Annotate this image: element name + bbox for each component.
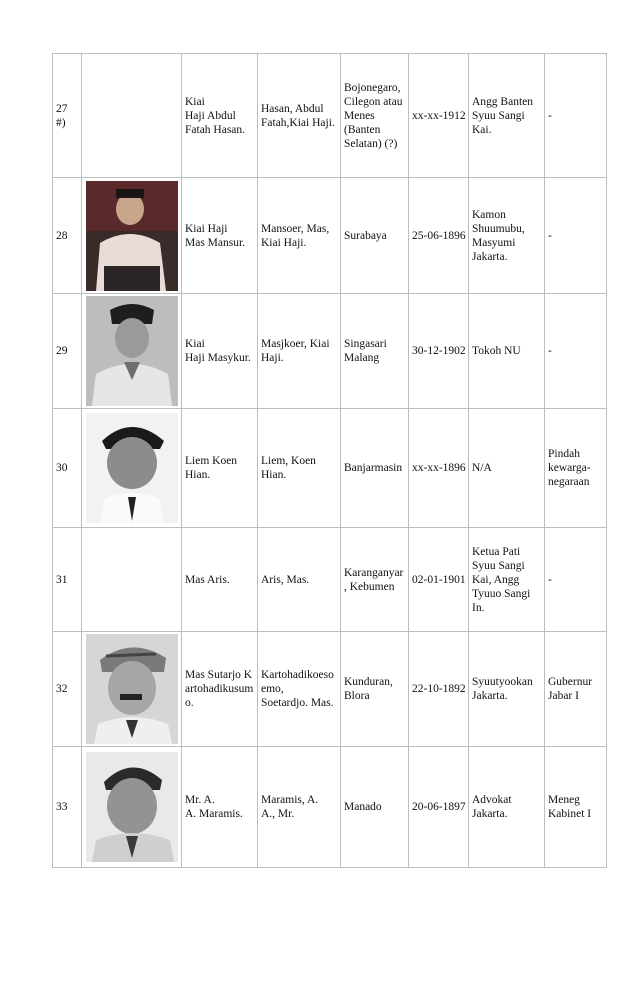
position-cell: Tokoh NU xyxy=(469,294,545,409)
table-row xyxy=(53,409,607,528)
photo-cell-empty xyxy=(82,528,182,632)
photo-cell xyxy=(82,294,182,409)
row-number: 31 xyxy=(53,528,82,632)
birthdate-cell: 30-12-1902 xyxy=(409,294,469,409)
row-number: 27 #) xyxy=(53,54,82,178)
name-cell: Mas Aris. xyxy=(182,528,258,632)
note-cell: - xyxy=(545,528,607,632)
note-cell: - xyxy=(545,54,607,178)
birthdate-cell: 02-01-1901 xyxy=(409,528,469,632)
position-cell: N/A xyxy=(469,409,545,528)
name-cell: Mr. A. A. Maramis. xyxy=(182,747,258,868)
index-name-cell: Kartohadikoeso emo, Soetardjo. Mas. xyxy=(258,632,341,747)
name-cell: Kiai Haji Masykur. xyxy=(182,294,258,409)
position-cell: Ketua Pati Syuu Sangi Kai, Angg Tyuuo Sangi In. xyxy=(469,528,545,632)
photo-cell xyxy=(82,632,182,747)
index-name-cell: Maramis, A. A., Mr. xyxy=(258,747,341,868)
photo-cell xyxy=(82,178,182,294)
index-name-cell: Mansoer, Mas, Kiai Haji. xyxy=(258,178,341,294)
note-cell: - xyxy=(545,178,607,294)
position-cell: Advokat Jakarta. xyxy=(469,747,545,868)
portrait-photo xyxy=(86,634,178,744)
table-row xyxy=(53,528,607,632)
note-cell: - xyxy=(545,294,607,409)
table-row xyxy=(53,632,607,747)
row-number: 28 xyxy=(53,178,82,294)
birthplace-cell: Kunduran, Blora xyxy=(341,632,409,747)
birthplace-cell: Singasari Malang xyxy=(341,294,409,409)
position-cell: Kamon Shuumubu, Masyumi Jakarta. xyxy=(469,178,545,294)
portrait-photo xyxy=(86,752,178,862)
row-number: 32 xyxy=(53,632,82,747)
position-cell: Angg Banten Syuu Sangi Kai. xyxy=(469,54,545,178)
name-cell: Mas Sutarjo K artohadikusum o. xyxy=(182,632,258,747)
note-cell: Pindah kewarga- negaraan xyxy=(545,409,607,528)
row-number: 30 xyxy=(53,409,82,528)
birthdate-cell: xx-xx-1896 xyxy=(409,409,469,528)
table-row xyxy=(53,294,607,409)
note-cell: Meneg Kabinet I xyxy=(545,747,607,868)
birthdate-cell: 22-10-1892 xyxy=(409,632,469,747)
name-cell: Kiai Haji Abdul Fatah Hasan. xyxy=(182,54,258,178)
table-row xyxy=(53,54,607,178)
table-row xyxy=(53,747,607,868)
roster-table xyxy=(52,53,607,868)
birthdate-cell: 20-06-1897 xyxy=(409,747,469,868)
birthdate-cell: 25-06-1896 xyxy=(409,178,469,294)
index-name-cell: Liem, Koen Hian. xyxy=(258,409,341,528)
birthplace-cell: Karanganyar , Kebumen xyxy=(341,528,409,632)
table-row xyxy=(53,178,607,294)
note-cell: Gubernur Jabar I xyxy=(545,632,607,747)
position-cell: Syuutyookan Jakarta. xyxy=(469,632,545,747)
name-cell: Kiai Haji Mas Mansur. xyxy=(182,178,258,294)
portrait-photo xyxy=(86,296,178,406)
birthplace-cell: Manado xyxy=(341,747,409,868)
index-name-cell: Masjkoer, Kiai Haji. xyxy=(258,294,341,409)
name-cell: Liem Koen Hian. xyxy=(182,409,258,528)
birthplace-cell: Surabaya xyxy=(341,178,409,294)
index-name-cell: Hasan, Abdul Fatah,Kiai Haji. xyxy=(258,54,341,178)
birthplace-cell: Banjarmasin xyxy=(341,409,409,528)
index-name-cell: Aris, Mas. xyxy=(258,528,341,632)
birthplace-cell: Bojonegaro, Cilegon atau Menes (Banten Selatan) (?) xyxy=(341,54,409,178)
photo-cell-empty xyxy=(82,54,182,178)
row-number: 33 xyxy=(53,747,82,868)
portrait-photo xyxy=(86,181,178,291)
photo-cell xyxy=(82,409,182,528)
portrait-photo xyxy=(86,413,178,523)
photo-cell xyxy=(82,747,182,868)
birthdate-cell: xx-xx-1912 xyxy=(409,54,469,178)
row-number: 29 xyxy=(53,294,82,409)
